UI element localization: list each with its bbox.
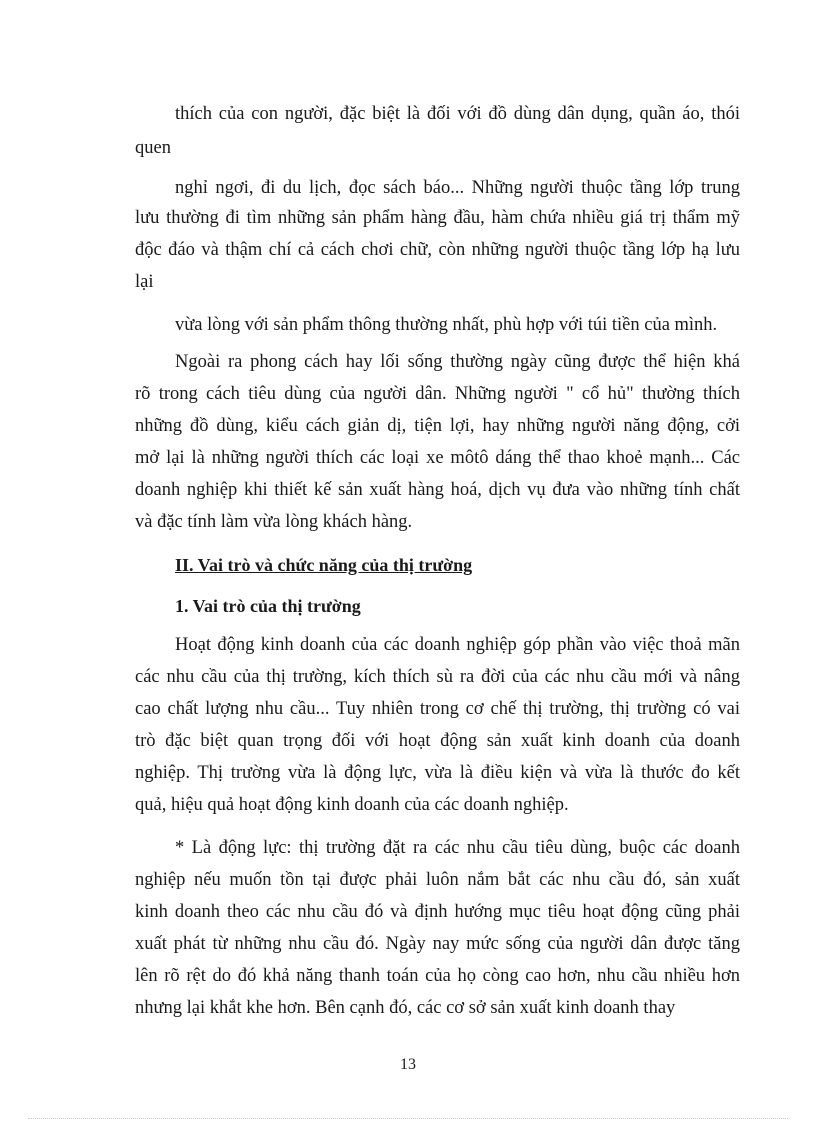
paragraph-line: vừa lòng với sản phẩm thông thường nhất, phù hợp với túi tiền của mình. xyxy=(175,315,718,335)
paragraph-line: doanh nghiệp khi thiết kế sản xuất hàng hoá, dịch vụ đưa vào những tính chất xyxy=(135,480,740,500)
paragraph-line: quen xyxy=(135,138,171,158)
subsection-heading: 1. Vai trò của thị trường xyxy=(175,596,361,616)
paragraph-line: xuất phát từ những nhu cầu đó. Ngày nay mức sống của người dân được tăng xyxy=(135,934,740,954)
paragraph-line: quả, hiệu quả hoạt động kinh doanh của các doanh nghiệp. xyxy=(135,795,569,815)
paragraph-line: rõ trong cách tiêu dùng của người dân. Những người " cổ hủ" thường thích xyxy=(135,384,740,404)
paragraph-line: độc đáo và thậm chí cả cách chơi chữ, còn những người thuộc tầng lớp hạ lưu xyxy=(135,240,740,260)
paragraph-line: mở lại là những người thích các loại xe môtô dáng thể thao khoẻ mạnh... Các xyxy=(135,448,740,468)
paragraph-line: kinh doanh theo các nhu cầu đó và định hướng mục tiêu hoạt động cũng phải xyxy=(135,902,740,922)
paragraph-line: và đặc tính làm vừa lòng khách hàng. xyxy=(135,512,413,532)
page-number: 13 xyxy=(400,1056,416,1073)
paragraph-line: thích của con người, đặc biệt là đối với đồ dùng dân dụng, quần áo, thói xyxy=(175,104,740,124)
paragraph-line: lên rõ rệt do đó khả năng thanh toán của họ còng cao hơn, nhu cầu nhiều hơn xyxy=(135,966,740,986)
paragraph-line: lưu thường đi tìm những sản phẩm hàng đầu, hàm chứa nhiều giá trị thẩm mỹ xyxy=(135,208,740,228)
paragraph-line: các nhu cầu của thị trường, kích thích sù ra đời của các nhu cầu mới và nâng xyxy=(135,667,740,687)
paragraph-line: * Là động lực: thị trường đặt ra các nhu cầu tiêu dùng, buộc các doanh xyxy=(175,838,740,858)
paragraph-line: cao chất lượng nhu cầu... Tuy nhiên trong cơ chế thị trường, thị trường có vai xyxy=(135,699,740,719)
paragraph-line: nghiệp. Thị trường vừa là động lực, vừa là điều kiện và vừa là thước đo kết xyxy=(135,763,740,783)
paragraph-line: Hoạt động kinh doanh của các doanh nghiệp góp phần vào việc thoả mãn xyxy=(175,635,740,655)
paragraph-line: nghiệp nếu muốn tồn tại được phải luôn nắm bắt các nhu cầu đó, sản xuất xyxy=(135,870,740,890)
section-heading: II. Vai trò và chức năng của thị trường xyxy=(175,555,473,575)
paragraph-line: trò đặc biệt quan trọng đối với hoạt động sản xuất kinh doanh của doanh xyxy=(135,731,740,751)
paragraph-line: nghỉ ngơi, đi du lịch, đọc sách báo... Những người thuộc tầng lớp trung xyxy=(175,178,740,198)
paragraph-line: Ngoài ra phong cách hay lối sống thường ngày cũng được thể hiện khá xyxy=(175,352,740,372)
paragraph-line: những đồ dùng, kiểu cách giản dị, tiện lợi, hay những người năng động, cởi xyxy=(135,416,740,436)
page-bottom-divider xyxy=(28,1118,788,1119)
paragraph-line: nhưng lại khắt khe hơn. Bên cạnh đó, các cơ sở sản xuất kinh doanh thay xyxy=(135,998,676,1018)
paragraph-line: lại xyxy=(135,272,154,292)
